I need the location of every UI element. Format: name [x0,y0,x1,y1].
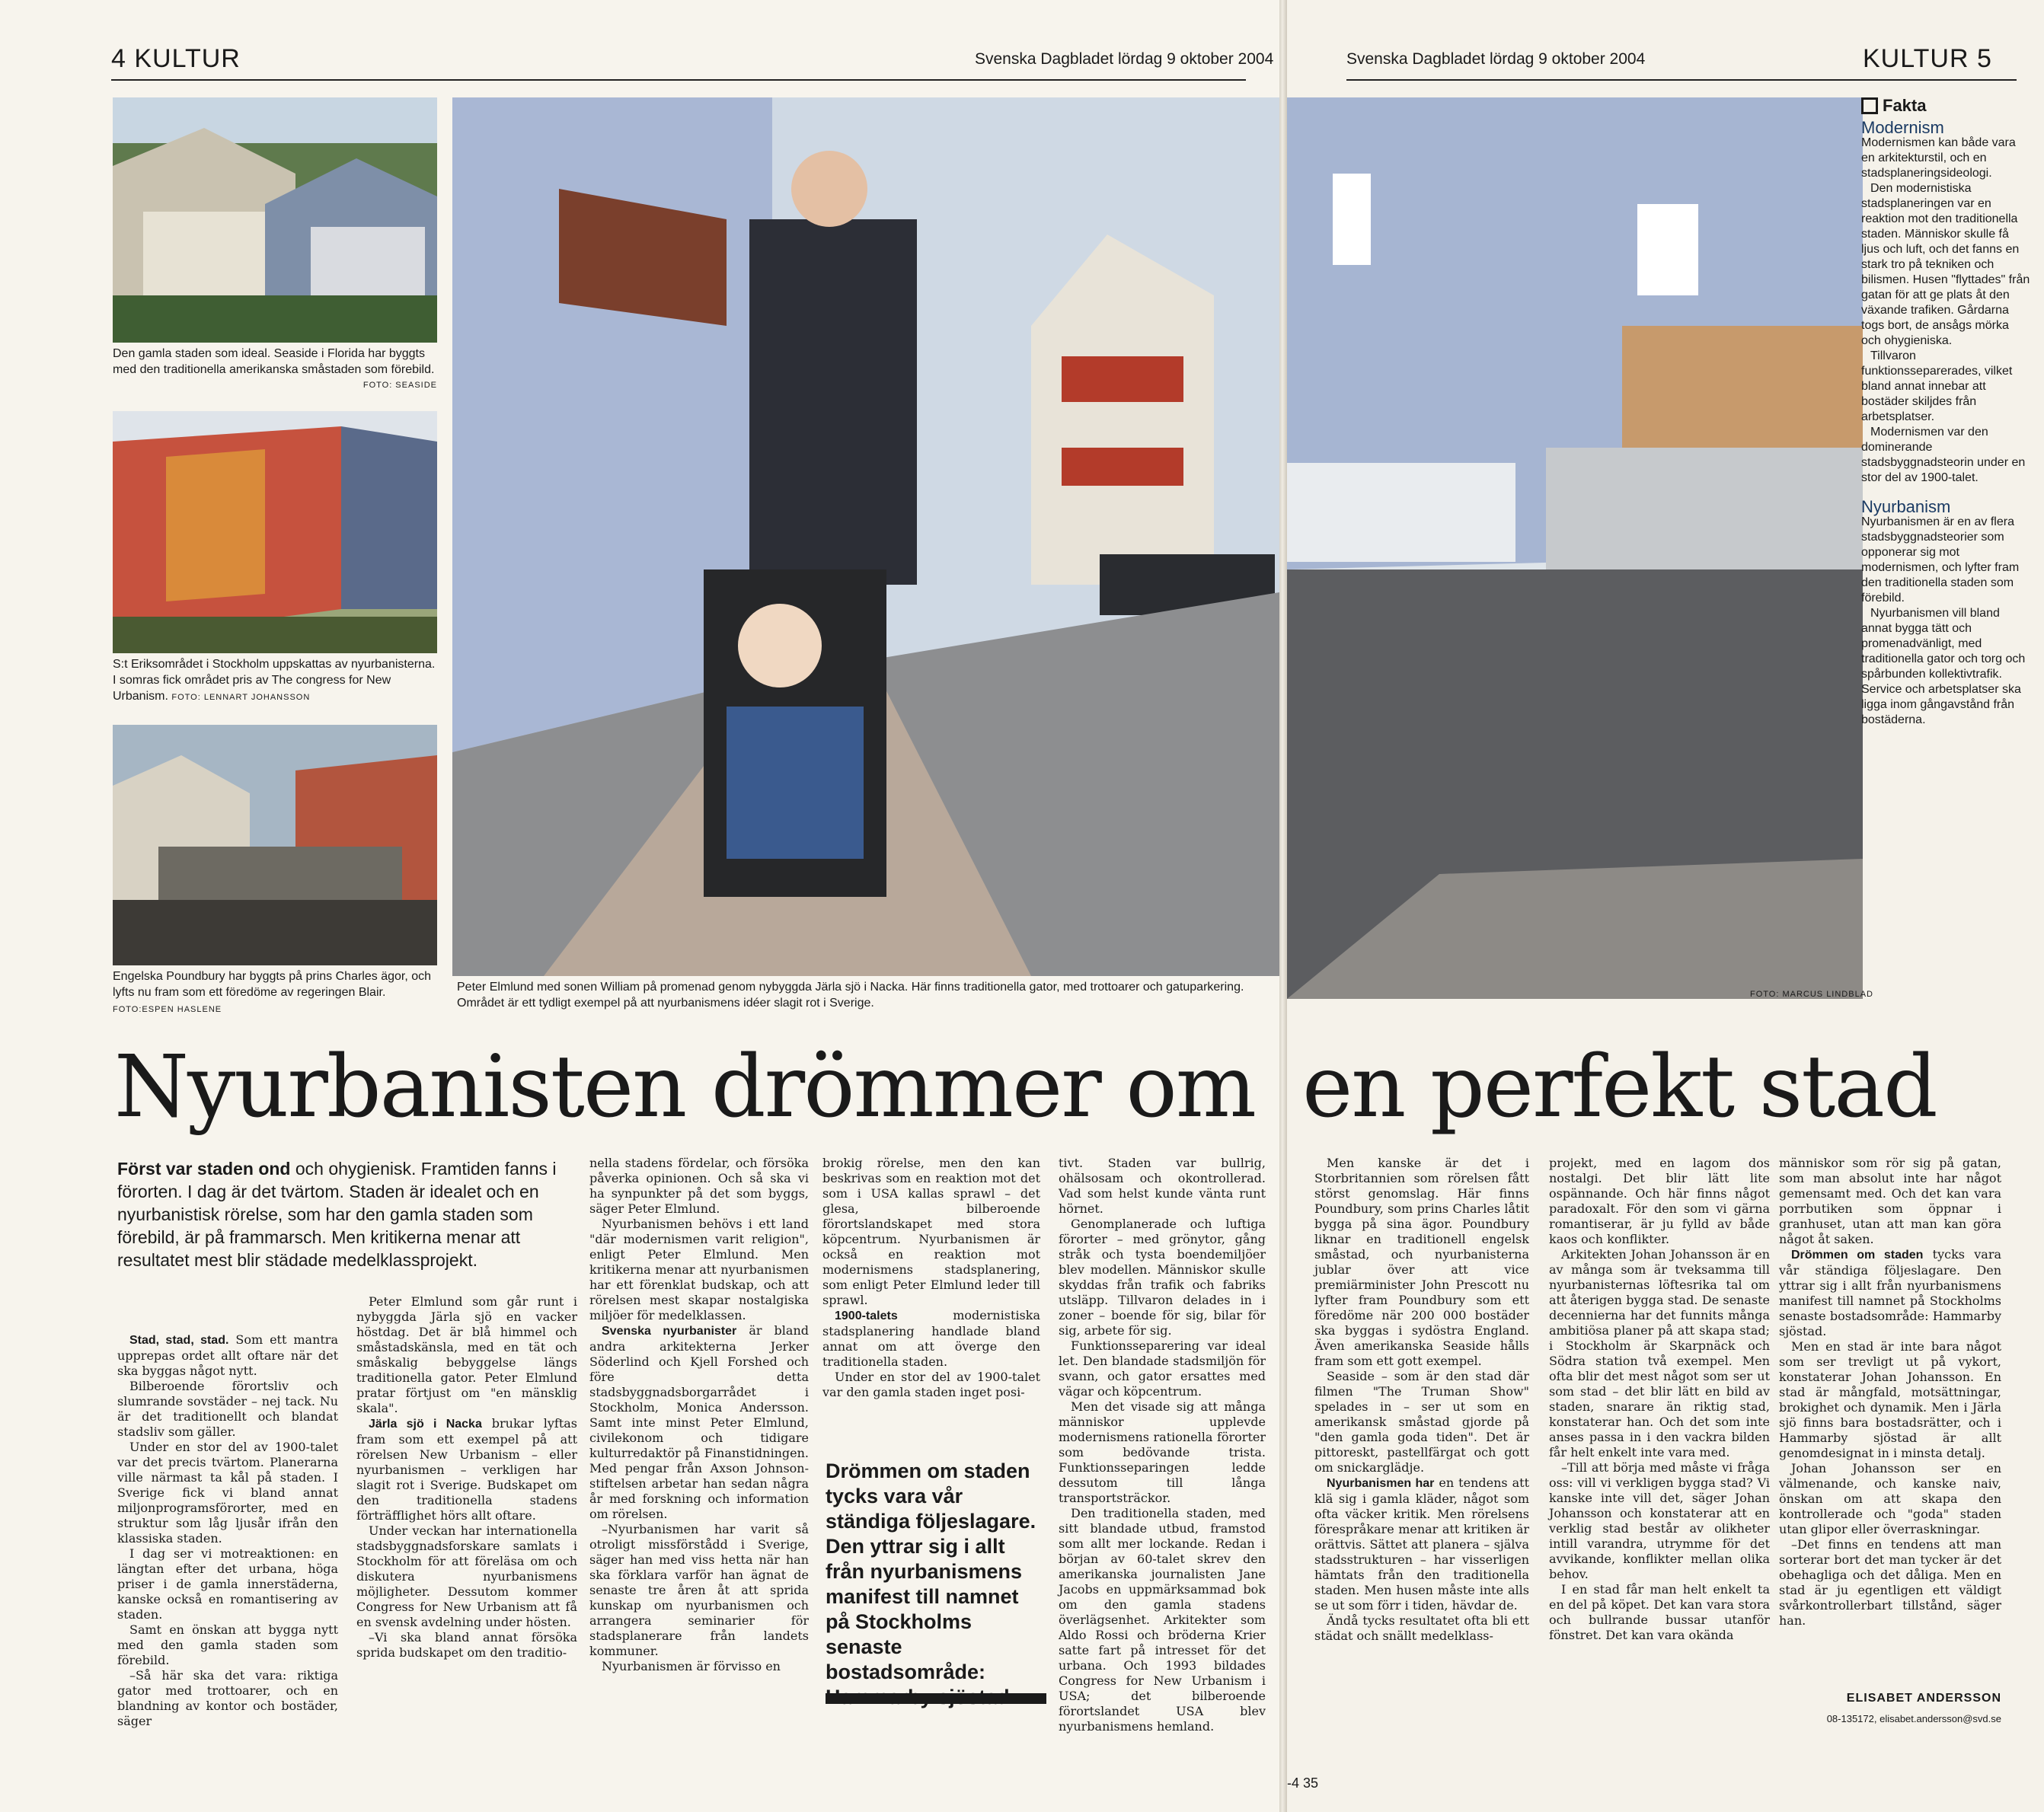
paragraph-lead: Drömmen om staden [1791,1249,1924,1262]
fakta-heading: Nyurbanism [1861,497,1951,516]
body-paragraph: –Så här ska det vara: riktiga gator med trottoarer, och en blandning av kontor och bostäder, säger [117,1668,338,1728]
body-paragraph: Nyurbanismen är förvisso en [602,1659,781,1673]
section-label: KULTUR 5 [1863,44,1992,73]
fakta-paragraph: Nyurbanismen är en av flera stadsbyggnadsteorier som opponerar sig mot modernismen, och lyfter fram den traditionella staden som förebild. [1861,515,2020,605]
body-paragraph: Järla sjö i Nacka brukar lyftas fram som ett exempel på att rörelsen New Urbanism – eller nyurbanismen – verkligen har slagit rot i Sverige. Budskapet om den traditionella stadens förträfflighet hörs allt oftare. [356,1416,577,1523]
dateline: Svenska Dagbladet lördag 9 oktober 2004 [975,50,1274,68]
body-paragraph: Peter Elmlund som går runt i nybyggda Järla sjö en vacker höstdag. Det är blå himmel och småstadskänsla, med en tät och småskalig bebyggelse längs traditionella gator. Peter Elmlund pratar förtjust om "en mänsklig skala". [356,1294,577,1415]
section-label: 4 KULTUR [111,44,241,73]
main-photo-caption: Peter Elmlund med sonen William på promenad genom nybyggda Järla sjö i Nacka. Här finns traditionella gator, med trottoarer och gatuparkering. Området är ett tydligt exempel på att nyurbanismens idéer slagit rot i Sverige. [457,981,1244,1010]
byline-contact: 08-135172, elisabet.andersson@svd.se [1826,1713,2001,1724]
body-paragraph: 1900-talets modernistiska stadsplanering handlade bland annat om att överge den traditionella staden. [822,1308,1040,1369]
body-column-1 [117,1332,338,1729]
page-gutter [1279,0,1287,1812]
right-page [1287,0,2044,1812]
headline-right: en perfekt stad [1302,1038,1937,1137]
body-paragraph: tivt. Staden var bullrig, ohälsosam och okontrollerad. Vad som helst kunde vänta runt hörnet. [1059,1156,1266,1216]
byline-name: ELISABET ANDERSSON [1846,1692,2001,1705]
body-paragraph: Under en stor del av 1900-talet var det precis tvärtom. Planerarna ville närmast ta kål på staden. I Sverige fick vi bland annat miljonprogramsförorter, med en struktur som låg ljusår ifrån den klassiska staden. [117,1440,338,1546]
photo-credit: FOTO: LENNART JOHANSSON [171,693,311,702]
body-paragraph: Bilberoende förortsliv och slumrande sovstäder – nej tack. Nu är det traditionellt och blandat stadsliv som gäller. [117,1379,338,1439]
body-paragraph: I en stad får man helt enkelt ta en del på köpet. Det kan vara stora och bullrande bussar utanför fönstret. Det kan vara okända [1549,1582,1770,1642]
fakta-paragraph: Nyurbanismen vill bland annat bygga tätt och promenadvänligt, med traditionella gator och torg och spårbunden kollektivtrafik. Service och arbetsplatser ska ligga inom gångavstånd från bostäderna. [1861,607,2026,726]
paragraph-lead: Svenska nyurbanister [602,1325,737,1338]
paragraph-lead: Stad, stad, stad. [129,1334,229,1347]
pull-quote: Drömmen om staden tycks vara vår ständiga följeslagare. Den yttrar sig i allt från nyurbanismens manifest till namnet på Stockholms senaste bostadsområde: [826,1459,1036,1683]
poundbury-caption: Engelska Poundbury har byggts på prins Charles ägor, och lyfts nu fram som ett föredöme av regeringen Blair. FOTO:ESPEN HASLENE [113,970,432,1014]
photo-credit: FOTO:ESPEN HASLENE [113,1005,222,1014]
body-paragraph: Men kanske är det i Storbritannien som rörelsen fått störst genomslag. Här finns Poundbury, som prins Charles låtit bygga på sina ägor. Poundbury liknar en traditionell engelsk småstad, och nyurbanisterna jublar över att vice premiärminister John Prescott nu lyfter fram Poundbury som ett föredöme när 200 000 bostäder ska byggas i sydöstra England. Även amerikanska Seaside hålls fram som ett gott exempel. [1314,1156,1529,1368]
body-paragraph: Samt en önskan att bygga nytt med den gamla staden som förebild. [117,1622,338,1667]
body-paragraph: Funktionsseparering var ideal let. Den blandade stadsmiljön för svann, och gator ersattes med vägar och köpcentrum. [1059,1338,1266,1399]
body-column-5 [1059,1156,1266,1734]
fakta-paragraph: Den modernistiska stadsplaneringen var en reaktion mot den traditionella staden. Människor skulle få ljus och luft, och det fanns en stark tro på tekniken och bilismen. Husen "flyttades" från gatan för att ge plats åt den växande trafiken. Gårdarna togs bort, de ansågs mörka och ohygieniska. [1861,182,2030,347]
header-rule [111,79,1246,81]
body-paragraph: Genomplanerade och luftiga förorter – med grönytor, gång stråk och tysta boendemiljöer blev modellen. Människor skulle skyddas från trafik och fabriks utsläpp. Tillvaron delades in i zoner – boende för sig, bilar för sig, arbete för sig. [1059,1217,1266,1338]
eriks-photo [113,411,437,653]
fakta-title: Fakta [1861,97,2030,114]
fakta-heading: Modernism [1861,118,1944,137]
main-photo [452,97,1279,976]
seaside-caption: Den gamla staden som ideal. Seaside i Florida har byggts med den traditionella amerikanska småstaden som förebild. FOTO: SEASIDE [113,346,437,394]
body-paragraph: Under veckan har internationella stadsbyggnadsforskare samlats i Stockholm för att föreläsa om och diskutera nyurbanismens möjligheter. Dessutom kommer Congress for New Urbanism att få en svensk avdelning under hösten. [356,1523,577,1629]
body-paragraph: –Det finns en tendens att man sorterar bort det man tycker är det obehagliga och det dåliga. Men en stad är ju egentligen ett väldigt svårkontrollerbart tillstånd, säger han. [1779,1537,2001,1628]
photo-credit: FOTO: MARCUS LINDBLAD [1750,990,1873,999]
body-paragraph: Men en stad är inte bara något som ser trevligt ut på vykort, konstaterar Johan Johansson. En stad är mångfald, motsättningar, brokighet och dynamik. Men i Järla sjö finns bara bostadsrätter, och i Hammarby sjöstad är allt genomdesignat in i minsta detalj. [1779,1339,2001,1460]
paragraph-lead: Nyurbanismen har [1327,1477,1435,1490]
body-paragraph: Svenska nyurbanister är bland andra arkitekterna Jerker Söderlind och Kjell Forshed och före detta stadsbyggnadsborgarrådet i Stockholm, Monica Andersson. Samt inte minst Peter Elmlund, civilekonom och tidigare kulturredaktör på Finanstidningen. Med pengar från Axson Johnson-stiftelsen arbetar han sedan några år med forskning och information om rörelsen. [589,1323,809,1521]
fakta-box [1861,97,2030,728]
fakta-paragraph: Modernismen kan både vara en arkitekturstil, och en stadsplaneringsideologi. [1861,136,2016,180]
body-paragraph: Arkitekten Johan Johansson är en av många som är tveksamma till nyurbanisternas löftesrika tal om att återigen bygga stad. De senaste decennierna har det funnits många ambitiösa planer på att skapa stad; i Stockholm är Skarpnäck och Södra station två exempel. Men ofta blir det mest något som ser ut som stad – det blir lätt en bild av staden, snarare än riktig stad, konstaterar han. Och det som inte anses passa in i den vackra bilden får helt enkelt inte vara med. [1549,1247,1770,1459]
dateline: Svenska Dagbladet lördag 9 oktober 2004 [1346,50,1646,68]
page-mark: -4 35 [1287,1775,1319,1791]
pull-quote-bar [826,1693,1046,1704]
body-column-7 [1549,1156,1770,1643]
body-paragraph: –Vi ska bland annat försöka sprida budskapet om den traditio- [356,1630,577,1660]
body-paragraph: –Nyurbanismen har varit så otroligt missförstådd i Sverige, säger han med viss hetta när han ska förklara varför han ägnat de senaste tre åren åt att sprida kunskap om nyurbanismen och arrangera seminarier för stadsplanerare från landets kommuner. [589,1522,809,1658]
main-photo-right [1287,97,1863,999]
body-column-4 [822,1156,1040,1400]
poundbury-photo [113,725,437,965]
fakta-paragraph: Tillvaron funktionsseparerades, vilket bland annat innebar att bostäder skiljdes från arbetsplatser. [1861,349,2013,423]
photo-credit: FOTO: SEASIDE [362,381,437,390]
seaside-photo [113,97,437,343]
paragraph-lead: Järla sjö i Nacka [369,1418,482,1431]
eriks-caption: S:t Eriksområdet i Stockholm uppskattas av nyurbanisterna. I somras fick området pris av The congress for New Urbanism. FOTO: LENNART JOHANSSON [113,658,436,703]
body-paragraph: brokig rörelse, men den kan beskrivas som en reaktion mot det som i USA kallas sprawl – det glesa, bilberoende förortslandskapet med stora köpcentrum. Nyurbanismen är också en reaktion mot modernismens stadsplanering, som enligt Peter Elmlund leder till sprawl. [822,1156,1040,1307]
body-paragraph: Nyurbanismen har en tendens att klä sig i gamla kläder, något som ofta väcker kritik. Men rörelsens förespråkare menar att kritiken är orättvis. Sättet att planera – själva stadsstrukturen – har visserligen hämtats från den traditionella staden. Men husen måste inte alls se ut som förr i tiden, hävdar de. [1314,1475,1530,1613]
header-rule [1346,79,2017,81]
body-column-6 [1314,1156,1529,1644]
headline-left: Nyurbanisten drömmer om [114,1038,1255,1137]
body-paragraph: Ändå tycks resultatet ofta bli ett städat och snällt medelklass- [1314,1613,1529,1643]
body-paragraph: människor som rör sig på gatan, som man absolut inte har något gemensamt med. Och det kan vara porrbutiken som öppnar i granhuset, utan att man kan göra något åt saken. [1779,1156,2001,1246]
fakta-paragraph: Modernismen var den dominerande stadsbyggnadsteorin under en stor del av 1900-talet. [1861,426,2026,484]
body-paragraph: Drömmen om staden tycks vara vår ständiga följeslagare. Den yttrar sig i allt från nyurbanismens manifest till namnet på Stockholms senaste bostadsområde: Hammarby sjöstad. [1779,1247,2001,1338]
body-paragraph: –Till att börja med måste vi fråga oss: vill vi verkligen bygga stad? Vi kanske inte vill det, säger Johan Johansson och konstaterar att en verklig stad består av olikheter intill varandra, utrymme för det avvikande, konflikter mellan olika behov. [1549,1460,1770,1581]
body-paragraph: Den traditionella staden, med sitt blandade utbud, framstod som allt mer lockande. Redan i början av 60-talet skrev den amerikanska journalisten Jane Jacobs en uppmärksammad bok om den gamla stadens överlägsenhet. Arkitekter som Aldo Rossi och bröderna Krier satte fart på intresset för det urbana. Och 1993 bildades Congress for New Urbanism i USA; det bilberoende förortslandet USA blev nyurbanismens hemland. [1059,1506,1266,1734]
body-column-3 [589,1156,809,1674]
body-paragraph: Men det visade sig att många människor upplevde modernismens rationella förorter som bedövande trista. Funktionsseparingen ledde dessutom till långa transportsträckor. [1059,1399,1266,1505]
paragraph-lead: 1900-talets [835,1310,898,1322]
body-paragraph: nella stadens fördelar, och försöka påverka opinionen. Och så ska vi ha synpunkter på det som byggs, säger Peter Elmlund. [589,1156,809,1216]
body-paragraph: Johan Johansson ser en välmenande, och kanske naiv, önskan om att skapa den kontrollerade och "goda" staden utan glipor eller överraskningar. [1779,1461,2001,1536]
ingress: Först var staden ond och ohygienisk. Framtiden fanns i förorten. I dag är det tvärtom. Staden är idealet och en nyurbanistisk rörelse, som har den gamla staden som förebild, är på frammarsch. Men kritikerna menar att resultatet mest blir städade medelklassprojekt. [117,1159,557,1270]
body-paragraph: Nyurbanismen behövs i ett land "där modernismen varit religion", enligt Peter Elmlund. Men kritikerna menar att nyurbanismen har ett förenklat budskap, och att rörelsen mest skapar nostalgiska miljöer för medelklassen. [589,1217,809,1322]
body-paragraph: Stad, stad, stad. Som ett mantra upprepas ordet allt oftare när det ska byggas något nytt. [117,1332,338,1378]
body-paragraph: Seaside – som är den stad där filmen "The Truman Show" spelades in – ser ut som en amerikansk småstad gjorde på "den gamla goda tiden". Det är pittoreskt, pastellfärgat och gott om snickarglädje. [1314,1369,1529,1475]
body-column-8 [1779,1156,2001,1629]
body-paragraph: Under en stor del av 1900-talet var den gamla staden inget posi- [822,1370,1040,1399]
body-paragraph: projekt, med en lagom dos nostalgi. Det blir lätt lite ospännande. Och här finns något paradoxalt. För den som vi gärna romantiserar, är ju fylld av både kaos och konflikter. [1549,1156,1770,1246]
fakta-icon [1861,97,1878,114]
body-paragraph: I dag ser vi motreaktionen: en längtan efter det urbana, höga priser i de gamla innerstäderna, kanske också en romantisering av staden. [117,1546,338,1622]
body-column-2 [356,1294,577,1660]
